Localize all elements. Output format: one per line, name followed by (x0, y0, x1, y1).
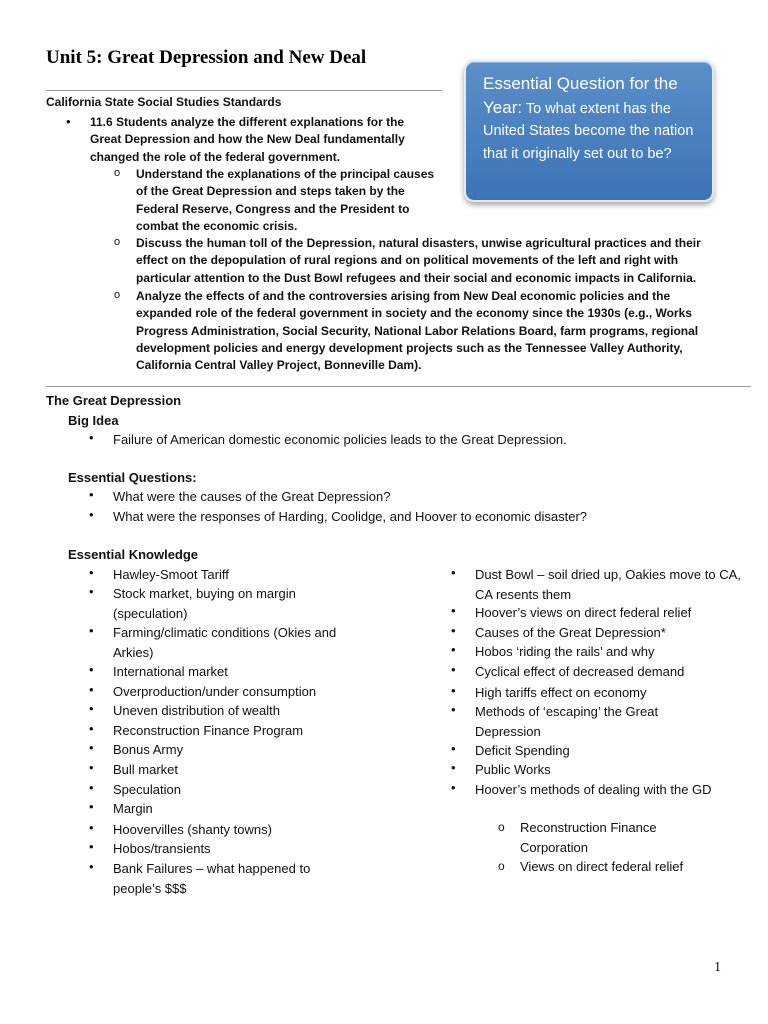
bullet-icon: • (89, 839, 94, 854)
sub-bullet-icon: o (498, 820, 505, 834)
big-idea-label: Big Idea (68, 413, 119, 428)
bullet-icon: • (89, 721, 94, 736)
essential-questions-label: Essential Questions: (68, 470, 197, 485)
knowledge-item: Cyclical effect of decreased demand (475, 664, 685, 679)
essential-knowledge-label: Essential Knowledge (68, 547, 199, 562)
knowledge-item: Methods of ‘escaping’ the Great Depression (475, 704, 659, 739)
bullet-icon: • (451, 642, 456, 657)
standard-sub-2: Discuss the human toll of the Depression, natural disasters, unwise agricultural practices and their effect on the depopulation of rural regions and on political movements of the left and right with particular attention to the Dust Bowl refugees and their social and economic impacts in California. (136, 236, 701, 285)
bullet-icon: • (89, 430, 94, 445)
bullet-icon: • (89, 682, 94, 697)
bullet-icon: • (89, 820, 94, 835)
knowledge-item: Hoover’s methods of dealing with the GD (475, 782, 712, 797)
knowledge-item: High tariffs effect on economy (475, 685, 647, 700)
sub-bullet-icon: o (498, 859, 505, 873)
knowledge-item: Speculation (113, 782, 181, 797)
standards-heading: California State Social Studies Standards (46, 95, 282, 109)
knowledge-item: Bull market (113, 762, 179, 777)
big-idea-text: Failure of American domestic economic policies leads to the Great Depression. (113, 432, 567, 447)
section-divider (46, 386, 751, 387)
section-heading: The Great Depression (46, 393, 182, 408)
page-number: 1 (714, 960, 721, 975)
bullet-icon: • (89, 565, 94, 580)
knowledge-subitem: Reconstruction Finance Corporation (520, 820, 657, 855)
bullet-icon: • (89, 487, 94, 502)
bullet-icon: • (66, 114, 71, 129)
knowledge-item: Uneven distribution of wealth (113, 703, 280, 718)
knowledge-item: Hobos/transients (113, 841, 211, 856)
bullet-icon: • (451, 760, 456, 775)
knowledge-item: Bonus Army (113, 742, 184, 757)
bullet-icon: • (451, 702, 456, 717)
bullet-icon: • (451, 662, 456, 677)
sub-bullet-icon: o (114, 289, 121, 301)
knowledge-item: Stock market, buying on margin (speculation) (113, 586, 296, 621)
knowledge-item: Farming/climatic conditions (Okies and Arkies) (113, 625, 337, 660)
bullet-icon: • (451, 683, 456, 698)
knowledge-item: Public Works (475, 762, 551, 777)
knowledge-item: Overproduction/under consumption (113, 684, 317, 699)
standard-sub-1: Understand the explanations of the principal causes of the Great Depression and steps taken by the Federal Reserve, Congress and the President to combat the economic crisis. (136, 167, 435, 233)
essential-question-1: What were the causes of the Great Depression? (113, 489, 391, 504)
bullet-icon: • (89, 701, 94, 716)
bullet-icon: • (451, 603, 456, 618)
knowledge-item: Margin (113, 801, 153, 816)
bullet-icon: • (89, 623, 94, 638)
essential-question-2: What were the responses of Harding, Coolidge, and Hoover to economic disaster? (113, 509, 588, 524)
essential-question-box (464, 60, 714, 202)
bullet-icon: • (89, 760, 94, 775)
title-divider (46, 90, 442, 91)
bullet-icon: • (451, 565, 456, 580)
bullet-icon: • (451, 780, 456, 795)
knowledge-item: Deficit Spending (475, 743, 570, 758)
essential-question-text (483, 73, 703, 165)
bullet-icon: • (89, 859, 94, 874)
bullet-icon: • (89, 740, 94, 755)
knowledge-subitem: Views on direct federal relief (520, 859, 684, 874)
bullet-icon: • (89, 799, 94, 814)
essential-question-lead: Essential Question for the Year: (483, 74, 678, 117)
bullet-icon: • (89, 507, 94, 522)
page-title: Unit 5: Great Depression and New Deal (46, 47, 367, 68)
standard-main: 11.6 Students analyze the different explanations for the Great Depression and how the New Deal fundamentally changed the role of the federal government. (90, 115, 405, 164)
knowledge-item: Causes of the Great Depression* (475, 625, 666, 640)
sub-bullet-icon: o (114, 236, 121, 248)
essential-question-body: To what extent has the United States become the nation that it originally set out to be? (483, 100, 694, 162)
knowledge-item: International market (113, 664, 228, 679)
knowledge-item: Hawley-Smoot Tariff (113, 567, 229, 582)
bullet-icon: • (89, 584, 94, 599)
bullet-icon: • (451, 623, 456, 638)
sub-bullet-icon: o (114, 167, 121, 179)
knowledge-item: Hobos ‘riding the rails’ and why (475, 644, 655, 659)
bullet-icon: • (451, 741, 456, 756)
knowledge-item: Dust Bowl – soil dried up, Oakies move to CA, CA resents them (475, 567, 741, 602)
standard-sub-3: Analyze the effects of and the controversies arising from New Deal economic policies and the expanded role of the federal government in society and the economy since the 1930s (e.g., Works Progress Administration, Social Security, National Labor Relations Board, farm programs, regional development policies and energy development projects such as the Tennessee Valley Authority, California Central Valley Project, Bonneville Dam). (136, 289, 699, 373)
bullet-icon: • (89, 780, 94, 795)
bullet-icon: • (89, 662, 94, 677)
knowledge-item: Bank Failures – what happened to people’s $$$ (113, 861, 311, 896)
knowledge-item: Hoovervilles (shanty towns) (113, 822, 272, 837)
knowledge-item: Hoover’s views on direct federal relief (475, 605, 692, 620)
knowledge-item: Reconstruction Finance Program (113, 723, 304, 738)
